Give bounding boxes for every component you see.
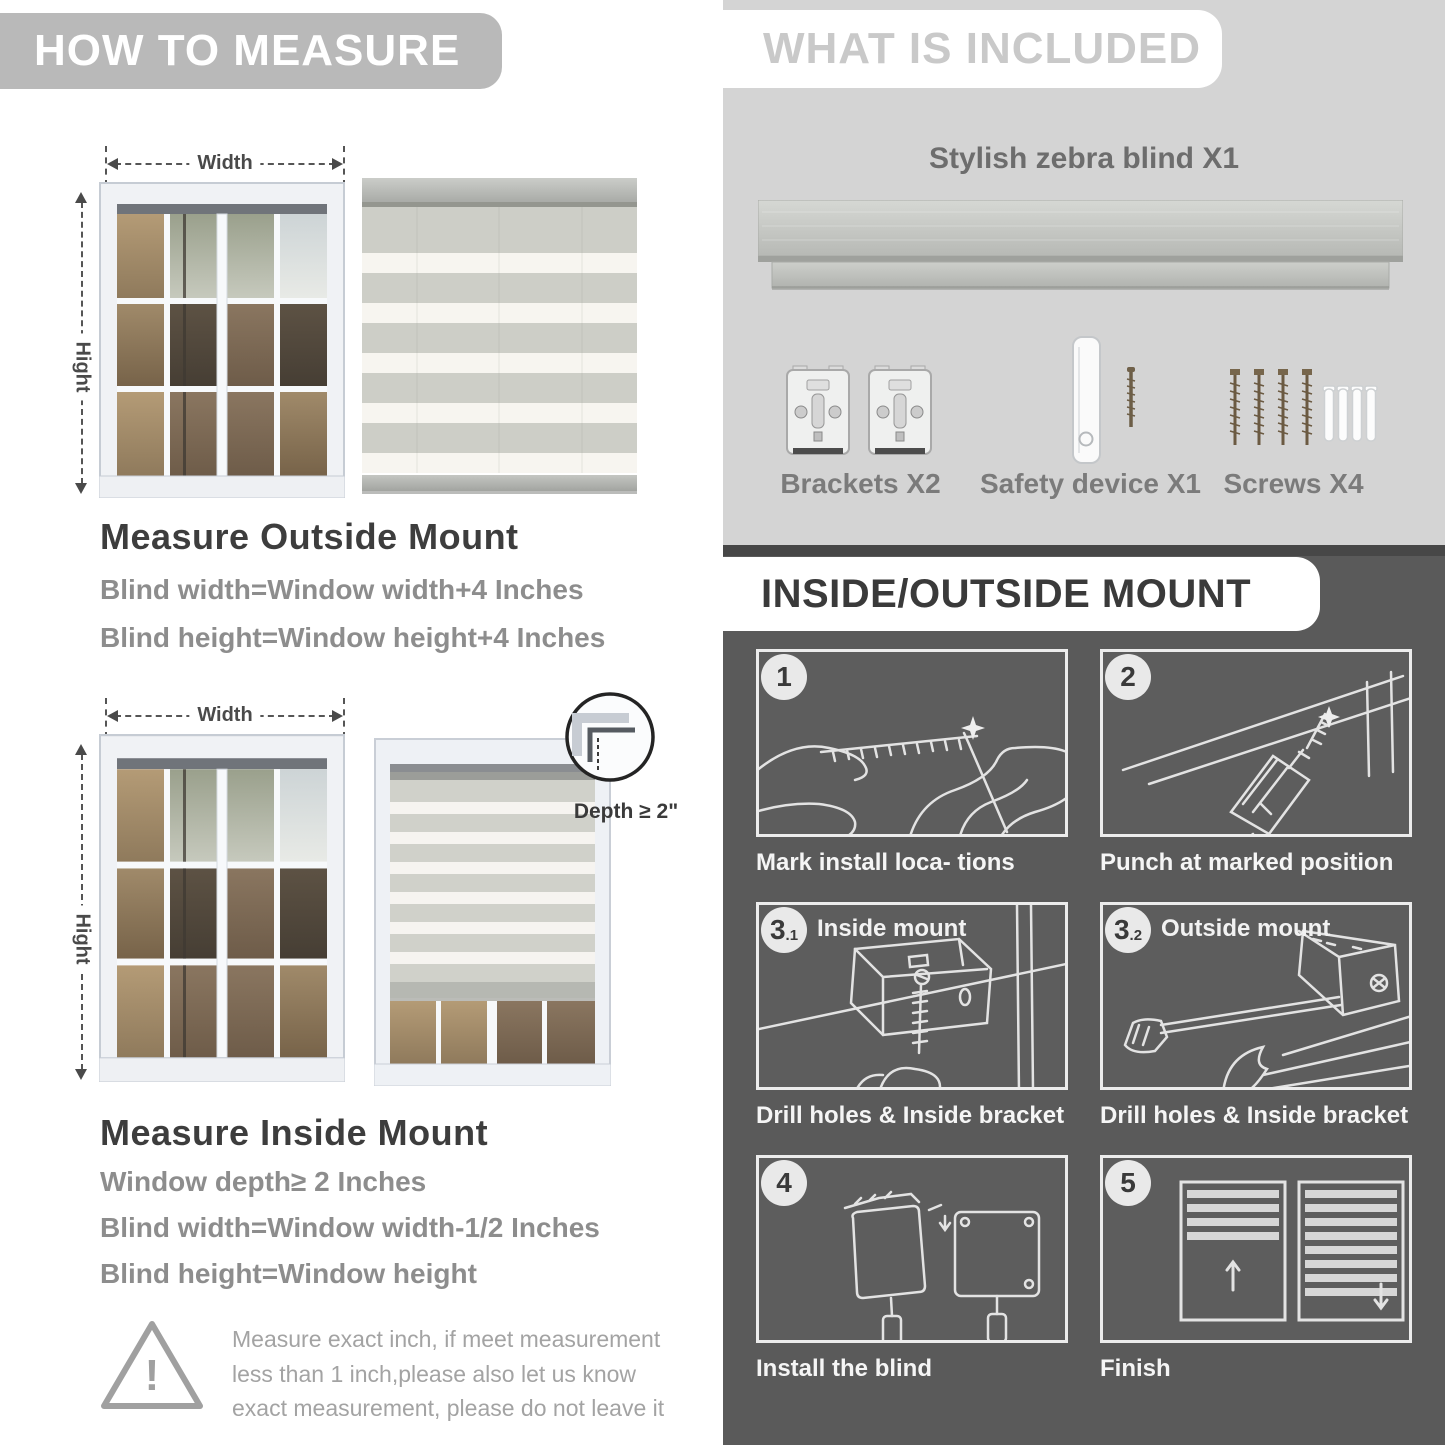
screws-icon (1221, 355, 1379, 465)
tick (105, 698, 107, 738)
headrail-image (758, 200, 1403, 292)
step-1-caption: Mark install loca- tions (756, 849, 1015, 876)
depth-magnifier-icon (563, 690, 657, 784)
screws-label: Screws X4 (1223, 468, 1364, 499)
width-label: Width (189, 704, 260, 727)
width-label: Width (189, 152, 260, 175)
what-is-included-header: WHAT IS INCLUDED (723, 10, 1222, 88)
inside-mount-label: Inside mount (817, 915, 967, 942)
inside-mount-title: Measure Inside Mount (100, 1112, 489, 1153)
height-dimension-inside (70, 744, 94, 1080)
brackets-icon (785, 360, 935, 465)
arrow-up-icon (75, 192, 87, 203)
width-dimension-inside (105, 704, 345, 728)
arrow-left-icon (107, 158, 118, 170)
outside-rule-height: Blind height=Window height+4 Inches (100, 622, 606, 653)
inside-rule-depth: Window depth≥ 2 Inches (100, 1166, 427, 1197)
arrow-down-icon (75, 483, 87, 494)
step-3-1-box (756, 902, 1068, 1090)
height-label: Hight (71, 334, 94, 401)
height-dimension-outside (70, 192, 94, 494)
step-3-1-caption: Drill holes & Inside bracket (756, 1102, 1065, 1129)
arrow-left-icon (107, 710, 118, 722)
svg-text:!: ! (144, 1351, 160, 1400)
step-number-badge: 3 .1 (761, 907, 807, 953)
product-label: Stylish zebra blind X1 (928, 142, 1240, 175)
panel-divider (723, 545, 1445, 556)
zebra-blind-inside-mount (374, 738, 611, 1086)
step-4-box (756, 1155, 1068, 1343)
step-number-badge: 1 (761, 654, 807, 700)
step-5-caption: Finish (1100, 1355, 1171, 1382)
arrow-right-icon (332, 710, 343, 722)
tick (343, 698, 345, 738)
step-5-box (1100, 1155, 1412, 1343)
height-label: Hight (71, 905, 94, 972)
outside-rule-width: Blind width=Window width+4 Inches (100, 574, 584, 605)
arrow-up-icon (75, 744, 87, 755)
inside-rule-height: Blind height=Window height (100, 1258, 477, 1289)
window-photo-inside (99, 734, 345, 1082)
arrow-right-icon (332, 158, 343, 170)
step-number-badge: 4 (761, 1160, 807, 1206)
step-number-badge: 3 .2 (1105, 907, 1151, 953)
tick (343, 146, 345, 186)
step-2-caption: Punch at marked position (1100, 849, 1394, 876)
step-4-caption: Install the blind (756, 1355, 933, 1382)
measurement-warning-text: Measure exact inch, if meet measurement less than 1 inch,please also let us know exact measurement, please do not leave it (232, 1326, 665, 1421)
inside-rule-width: Blind width=Window width-1/2 Inches (100, 1212, 600, 1243)
warning-triangle-icon (96, 1316, 208, 1418)
inside-outside-mount-header: INSIDE/OUTSIDE MOUNT (723, 557, 1320, 631)
step-3-2-caption: Drill holes & Inside bracket (1100, 1102, 1409, 1129)
how-to-measure-header: HOW TO MEASURE (0, 13, 502, 89)
depth-label: Depth ≥ 2" (573, 800, 679, 823)
step-number-badge: 2 (1105, 654, 1151, 700)
arrow-down-icon (75, 1069, 87, 1080)
outside-mount-label: Outside mount (1161, 915, 1331, 942)
brackets-label: Brackets X2 (780, 468, 941, 499)
step-1-box (756, 649, 1068, 837)
tick (105, 146, 107, 186)
outside-mount-title: Measure Outside Mount (100, 516, 519, 557)
zebra-blind-outside (362, 178, 637, 498)
step-3-2-box (1100, 902, 1412, 1090)
step-number-badge: 5 (1105, 1160, 1151, 1206)
mount-instructions-panel (723, 556, 1445, 1445)
safety-device-label: Safety device X1 (979, 468, 1202, 499)
step-2-box (1100, 649, 1412, 837)
width-dimension-outside (105, 152, 345, 176)
what-is-included-panel (723, 0, 1445, 545)
window-photo-outside (99, 182, 345, 498)
safety-device-icon (1045, 335, 1160, 470)
